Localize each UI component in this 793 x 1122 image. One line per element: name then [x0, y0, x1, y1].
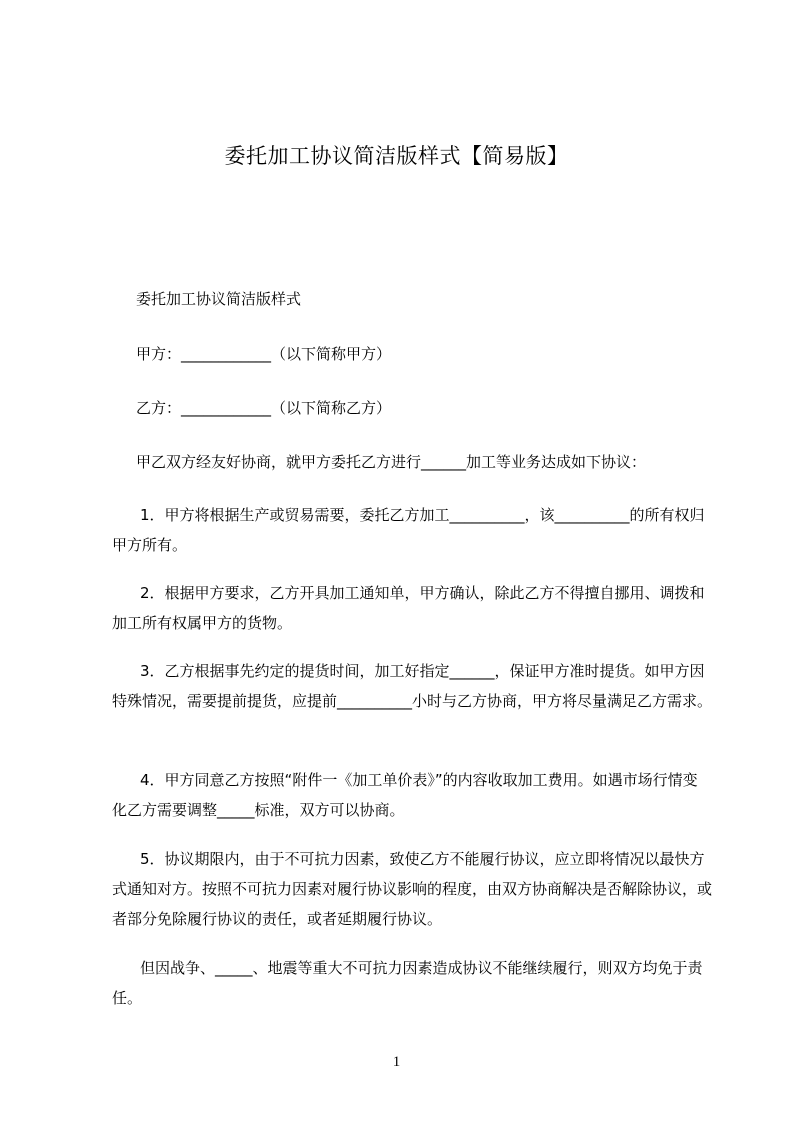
- clause-3: 3．乙方根据事先约定的提货时间，加工好指定______，保证甲方准时提货。如甲方因特殊情况，需要提前提货，应提前__________小时与乙方协商，甲方将尽量满足乙方需求。: [112, 662, 713, 710]
- document-title: 委托加工协议简洁版样式【简易版】: [224, 144, 569, 168]
- document-subtitle: 委托加工协议简洁版样式: [136, 290, 302, 308]
- intro-paragraph: 甲乙双方经友好协商，就甲方委托乙方进行______加工等业务达成如下协议：: [136, 453, 647, 471]
- page-number: 1: [392, 1054, 401, 1070]
- force-majeure-paragraph: 但因战争、_____、地震等重大不可抗力因素造成协议不能继续履行，则双方均免于责任。: [112, 959, 703, 1007]
- party-a-line: 甲方：____________（以下简称甲方）: [136, 345, 392, 363]
- clause-5: 5．协议期限内，由于不可抗力因素，致使乙方不能履行协议，应立即将情况以最快方式通知对方。按照不可抗力因素对履行协议影响的程度，由双方协商解决是否解除协议，或者部分免除履行协议的责任，或者延期履行协议。: [112, 850, 713, 928]
- clause-2: 2．根据甲方要求，乙方开具加工通知单，甲方确认，除此乙方不得擅自挪用、调拨和加工所有权属甲方的货物。: [112, 584, 705, 632]
- clause-1: 1．甲方将根据生产或贸易需要，委托乙方加工__________，该__________的所有权归甲方所有。: [112, 506, 705, 554]
- clause-4: 4．甲方同意乙方按照“附件一《加工单价表》”的内容收取加工费用。如遇市场行情变化乙方需要调整_____标准，双方可以协商。: [112, 771, 698, 819]
- party-b-line: 乙方：____________（以下简称乙方）: [136, 399, 392, 417]
